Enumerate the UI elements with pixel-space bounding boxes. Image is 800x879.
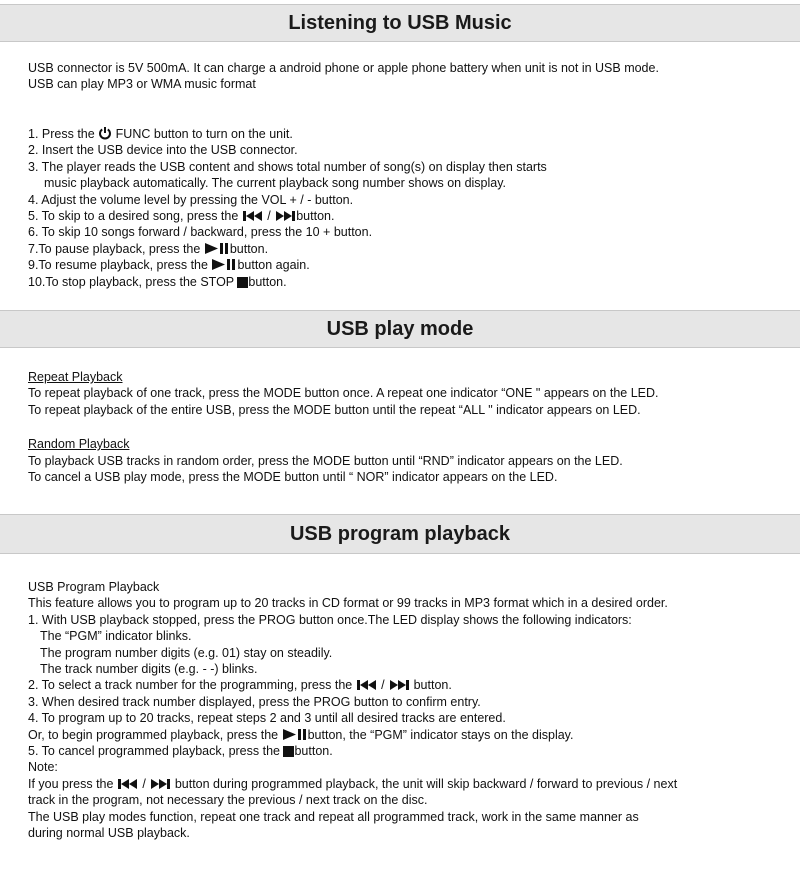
- program-line: [28, 743, 788, 759]
- program-line: The USB play modes function, repeat one track and repeat all programmed track, work in the same manner as: [28, 809, 639, 824]
- section-header-listening: [0, 4, 800, 42]
- random-line: To playback USB tracks in random order, press the MODE button until “RND” indicator appears on the LED.: [28, 453, 623, 468]
- step-text: /: [263, 209, 275, 224]
- listening-intro: [28, 60, 788, 93]
- skip-back-icon: [117, 778, 139, 790]
- program-text: button, the “PGM” indicator stays on the display.: [307, 727, 574, 742]
- step-1: [28, 126, 788, 142]
- step-9: [28, 257, 788, 273]
- random-heading: Random Playback: [28, 437, 130, 452]
- step-7: [28, 241, 788, 257]
- step-6: 6. To skip 10 songs forward / backward, press the 10 + button.: [28, 225, 373, 240]
- play-pause-icon: [282, 728, 308, 741]
- repeat-line: To repeat playback of the entire USB, press the MODE button until the repeat “ALL " indicator appears on LED.: [28, 402, 641, 417]
- program-line: 4. To program up to 20 tracks, repeat steps 2 and 3 until all desired tracks are entered.: [28, 711, 506, 726]
- step-text: 5. To skip to a desired song, press the: [28, 209, 242, 224]
- section-header-program: [0, 514, 800, 554]
- program-text: button.: [410, 678, 452, 693]
- section-header-playmode: [0, 310, 800, 348]
- intro-line: USB connector is 5V 500mA. It can charge a android phone or apple phone battery when unit is not in USB mode.: [28, 61, 659, 75]
- program-text: 5. To cancel programmed playback, press the: [28, 744, 284, 759]
- program-text: Or, to begin programmed playback, press the: [28, 727, 282, 742]
- step-10: [28, 274, 788, 290]
- stop-icon: [283, 746, 294, 757]
- step-text: 9.To resume playback, press the: [28, 258, 212, 273]
- program-text: 2. To select a track number for the programming, press the: [28, 678, 356, 693]
- program-line: USB Program Playback: [28, 580, 160, 594]
- repeat-heading: Repeat Playback: [28, 370, 123, 384]
- program-line: This feature allows you to program up to 20 tracks in CD format or 99 tracks in MP3 format which in a desired order.: [28, 596, 668, 611]
- program-text: button during programmed playback, the unit will skip backward / forward to previous / next: [171, 776, 678, 791]
- step-text: button.: [248, 274, 287, 289]
- playmode-body: [28, 369, 788, 485]
- program-line: during normal USB playback.: [28, 826, 190, 841]
- skip-forward-icon: [274, 210, 296, 222]
- skip-back-icon: [242, 210, 264, 222]
- section-title-playmode: USB play mode: [326, 318, 474, 340]
- skip-back-icon: [356, 679, 378, 691]
- program-text: /: [377, 678, 389, 693]
- step-text: button.: [296, 209, 335, 224]
- skip-forward-icon: [149, 778, 171, 790]
- section-title-listening: Listening to USB Music: [288, 12, 512, 34]
- program-line: The track number digits (e.g. - -) blinks.: [40, 662, 258, 677]
- step-3: 3. The player reads the USB content and shows total number of song(s) on display then starts: [28, 159, 547, 174]
- program-text: /: [138, 776, 150, 791]
- step-4: 4. Adjust the volume level by pressing the VOL + / - button.: [28, 192, 354, 207]
- program-body: [28, 579, 788, 842]
- program-text: button.: [294, 744, 333, 759]
- step-text: 7.To pause playback, press the: [28, 241, 204, 256]
- step-text: 1. Press the: [28, 127, 99, 141]
- program-line: [28, 677, 788, 693]
- step-2: 2. Insert the USB device into the USB connector.: [28, 143, 298, 158]
- program-line: Note:: [28, 760, 58, 775]
- program-line: track in the program, not necessary the previous / next track on the disc.: [28, 793, 428, 808]
- repeat-line: To repeat playback of one track, press the MODE button once. A repeat one indicator “ONE " appears on the LED.: [28, 386, 659, 401]
- program-line: 3. When desired track number displayed, press the PROG button to confirm entry.: [28, 694, 481, 709]
- power-icon: [98, 126, 112, 140]
- skip-forward-icon: [388, 679, 410, 691]
- step-text: button again.: [237, 258, 310, 273]
- program-line: The program number digits (e.g. 01) stay on steadily.: [40, 645, 333, 660]
- listening-steps: [28, 126, 788, 290]
- program-line: [28, 727, 788, 743]
- program-line: [28, 776, 788, 792]
- step-3-cont: music playback automatically. The current playback song number shows on display.: [44, 176, 507, 191]
- program-line: The “PGM” indicator blinks.: [40, 629, 192, 644]
- random-line: To cancel a USB play mode, press the MODE button until “ NOR” indicator appears on the LED.: [28, 470, 558, 485]
- step-text: 10.To stop playback, press the STOP: [28, 274, 238, 289]
- step-text: button.: [229, 241, 269, 256]
- section-title-program: USB program playback: [289, 523, 511, 545]
- program-line: 1. With USB playback stopped, press the PROG button once.The LED display shows the following indicators:: [28, 612, 632, 627]
- step-5: [28, 208, 788, 224]
- play-pause-icon: [204, 242, 230, 255]
- play-pause-icon: [211, 258, 237, 271]
- stop-icon: [237, 277, 248, 288]
- program-text: If you press the: [28, 776, 117, 791]
- step-text: FUNC button to turn on the unit.: [115, 127, 293, 141]
- intro-line: USB can play MP3 or WMA music format: [28, 77, 256, 92]
